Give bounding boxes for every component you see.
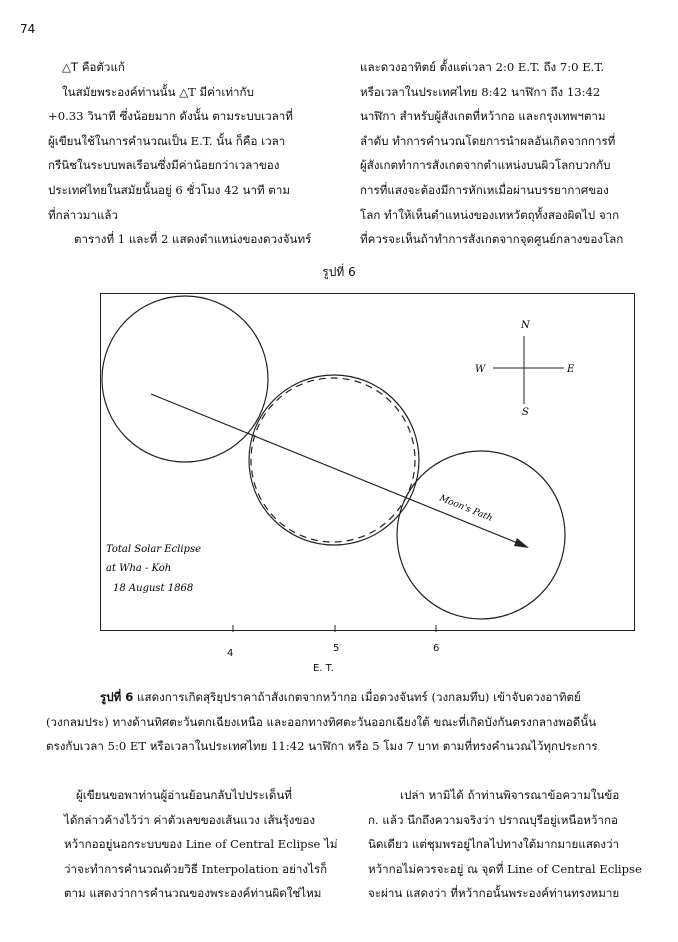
axis-tick-label-4: 4 [227, 648, 234, 659]
caption-line [62, 685, 662, 710]
moon-path-arrowhead [514, 538, 529, 548]
sun-circle-dashed [251, 378, 415, 542]
paragraph-line: และดวงอาทิตย์ ตั้งแต่เวลา 2:0 E.T. ถึง 7:0 E.T. [360, 60, 605, 74]
eclipse-figure [100, 293, 635, 631]
compass-west: W [475, 364, 486, 375]
axis-tick-label-5: 5 [333, 643, 340, 654]
compass-east: E [567, 364, 575, 375]
paragraph-line: ผู้สังเกตทำการสังเกตจากตำแหน่งบนผิวโลกบวกกับ [360, 158, 611, 173]
paragraph-line: ได้กล่าวค้างไว้ว่า ค่าตัวเลขของเส้นแวง เส้นรุ้งของ [64, 812, 316, 827]
bottom-right-column [368, 783, 668, 906]
paragraph-line: ประเทศไทยในสมัยนั้นอยู่ 6 ชั่วโมง 42 นาที ตาม [48, 182, 290, 197]
compass-north: N [521, 320, 530, 331]
moon-path-label: Moon's Path [437, 493, 494, 524]
figure-caption [46, 685, 662, 759]
paragraph-line: ที่ควรจะเห็นถ้าทำการสังเกตจากจุดศูนย์กลางของโลก [360, 232, 624, 247]
heading-text: คือตัวแก้ [81, 60, 125, 74]
moon-circle-exit [397, 451, 565, 619]
annotation-line-2: at Wha - Koh [106, 563, 172, 574]
caption-label: รูปที่ 6 [100, 690, 134, 704]
bottom-left-column [64, 783, 339, 906]
figure-label: รูปที่ 6 [322, 265, 356, 279]
caption-line: (วงกลมประ) ทางด้านทิศตะวันตกเฉียงเหนือ และออกทางทิศตะวันออกเฉียงใต้ ขณะที่เกิดบังกันตรงกลางพอดีนั้น [46, 714, 597, 729]
axis-tick-label-6: 6 [433, 643, 440, 654]
paragraph-line: ที่กล่าวมาแล้ว [48, 207, 119, 222]
paragraph-line: ตารางที่ 1 และที่ 2 แสดงตำแหน่งของดวงจันทร์ [74, 232, 312, 247]
right-column [360, 55, 660, 252]
paragraph-line: นิดเดียว แต่ชุมพรอยู่ไกลไปทางใต้มากมายแสดงว่า [368, 837, 620, 852]
paragraph-line: นาฬิกา สำหรับผู้สังเกตที่หว้ากอ และกรุงเทพฯตาม [360, 109, 606, 124]
delta-t-symbol: △T [62, 60, 78, 74]
paragraph-line: ว่าจะทำการคำนวณด้วยวิธี Interpolation อย่างไรก็ [64, 861, 328, 876]
moon-circle-center [249, 375, 419, 545]
eclipse-diagram [101, 294, 636, 632]
paragraph-line: ลำดับ ทำการคำนวณโดยการนำผลอันเกิดจากการที่ [360, 133, 616, 148]
caption-text: แสดงการเกิดสุริยุปราคาถ้าสังเกตจากหว้ากอ เมื่อดวงจันทร์ (วงกลมทึบ) เข้าจับดวงอาทิตย์ [137, 690, 581, 704]
page-number: 74 [20, 22, 36, 36]
paragraph-line: ตาม แสดงว่าการคำนวณของพระองค์ท่านผิดใช่ไหม [64, 886, 322, 901]
moon-path-line [151, 394, 525, 546]
paragraph-line: จะผ่าน แสดงว่า ที่หว้ากอนั้นพระองค์ท่านทรงหมาย [368, 886, 620, 901]
paragraph-line: การที่แสงจะต้องมีการหักเหเมื่อผ่านบรรยากาศของ [360, 182, 609, 197]
paragraph-line: เปล่า หามิได้ ถ้าท่านพิจารณาข้อความในข้อ [400, 788, 620, 802]
paragraph-line: ในสมัยพระองค์ท่านนั้น △T มีค่าเท่ากับ [62, 84, 254, 99]
paragraph-line: ผู้เขียนใช้ในการคำนวณเป็น E.T. นั้น ก็คือ เวลา [48, 133, 286, 148]
moon-circle-entry [102, 296, 268, 462]
axis-label: E. T. [313, 663, 334, 674]
paragraph-line: ก. แล้ว นึกถึงความจริงว่า ปราณบุรีอยู่เหนือหว้ากอ [368, 812, 618, 827]
paragraph-line: หว้ากอไม่ควรจะอยู่ ณ จุดที่ Line of Central Eclipse [368, 861, 642, 876]
paragraph-line: กรีนิชในระบบพลเรือนซึ่งมีค่าน้อยกว่าเวลาของ [48, 158, 280, 173]
paragraph-line: +0.33 วินาที ซึ่งน้อยมาก ดังนั้น ตามระบบเวลาที่ [48, 109, 293, 124]
caption-line: ตรงกับเวลา 5:0 ET หรือเวลาในประเทศไทย 11:42 นาฬิกา หรือ 5 โมง 7 บาท ตามที่ทรงคำนวณไว้ทุกประการ [46, 739, 598, 754]
paragraph-line: โลก ทำให้เห็นตำแหน่งของเทหวัตถุทั้งสองผิดไป จาก [360, 207, 620, 222]
paragraph-line: ผู้เขียนขอพาท่านผู้อ่านย้อนกลับไปประเด็นที่ [76, 788, 292, 802]
paragraph-line: หว้ากออยู่นอกระบบของ Line of Central Eclipse ไม่ [64, 837, 338, 852]
annotation-line-3: 18 August 1868 [113, 583, 194, 594]
paragraph-line: หรือเวลาในประเทศไทย 8:42 นาฬิกา ถึง 13:42 [360, 84, 601, 99]
left-column [48, 55, 332, 252]
annotation-line-1: Total Solar Eclipse [106, 544, 202, 555]
compass-south: S [522, 407, 529, 418]
delta-t-heading [62, 55, 332, 80]
